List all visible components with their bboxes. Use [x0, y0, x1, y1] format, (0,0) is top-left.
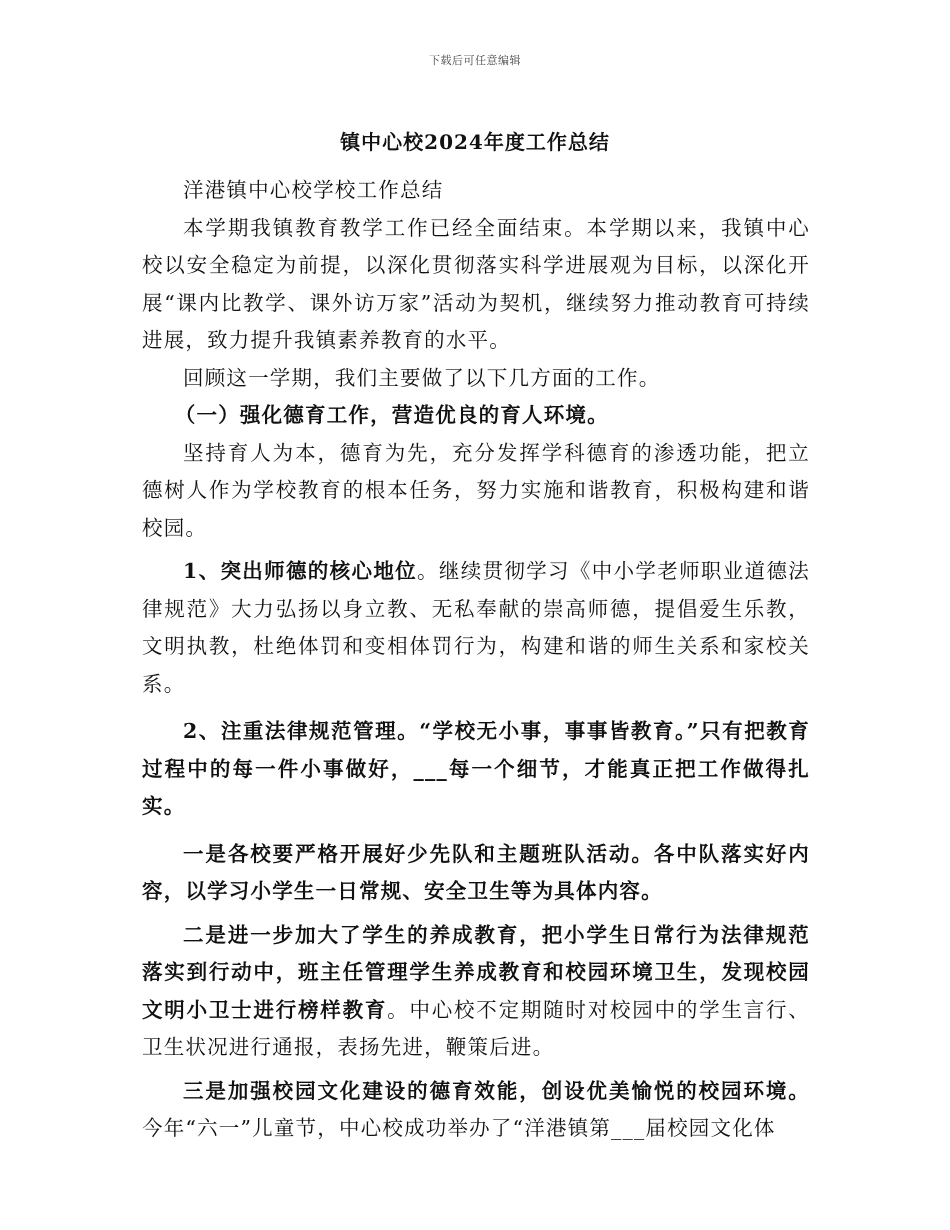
item-1-text: 。继续贯彻学习《中小学老师职业道德法律规范》大力弘扬以身立教、无私奉献的崇高师德，提倡爱生乐教，文明执教，杜绝体罚和变相体罚行为，构建和谐的师生关系和家校关系。 [142, 559, 810, 696]
item-2: 2、注重法律规范管理。“学校无小事，事事皆教育。”只有把教育过程中的每一件小事做好，___每一个细节，才能真正把工作做得扎实。 [142, 719, 810, 818]
page-header-note: 下载后可任意编辑 [429, 54, 521, 67]
paragraph-section-1: 坚持育人为本，德育为先，充分发挥学科德育的渗透功能，把立德树人作为学校教育的根本任务，努力实施和谐教育，积极构建和谐校园。 [142, 440, 810, 540]
item-1 [142, 553, 810, 703]
point-3 [142, 1073, 810, 1148]
item-1-lead: 1、突出师德的核心地位 [183, 559, 418, 583]
document-title: 镇中心校2024年度工作总结 [340, 130, 610, 154]
point-3-text: 今年“六一”儿童节，中心校成功举办了“洋港镇第___届校园文化体 [142, 1116, 776, 1140]
point-3-lead: 三是加强校园文化建设的德育效能，创设优美愉悦的校园环境。 [183, 1078, 810, 1103]
paragraph-review: 回顾这一学期，我们主要做了以下几方面的工作。 [183, 365, 661, 390]
paragraph-intro: 本学期我镇教育教学工作已经全面结束。本学期以来，我镇中心校以安全稳定为前提，以深化贯彻落实科学进展观为目标，以深化开展“课内比教学、课外访万家”活动为契机，继续努力推动教育可持续进展，致力提升我镇素养教育的水平。 [142, 215, 810, 352]
document-subtitle: 洋港镇中心校学校工作总结 [183, 178, 444, 202]
point-2-text: 。中心校不定期随时对校园中的学生言行、卫生状况进行通报，表扬先进，鞭策后进。 [142, 997, 810, 1059]
document-body [142, 172, 810, 1148]
point-2 [142, 917, 810, 1067]
point-1: 一是各校要严格开展好少先队和主题班队活动。各中队落实好内容，以学习小学生一日常规、安全卫生等为具体内容。 [142, 841, 810, 903]
section-heading-1: （一）强化德育工作，营造优良的育人环境。 [174, 403, 609, 427]
point-2-lead: 二是进一步加大了学生的养成教育，把小学生日常行为法律规范落实到行动中，班主任管理学生养成教育和校园环境卫生，发现校园文明小卫士进行榜样教育 [142, 922, 810, 1022]
